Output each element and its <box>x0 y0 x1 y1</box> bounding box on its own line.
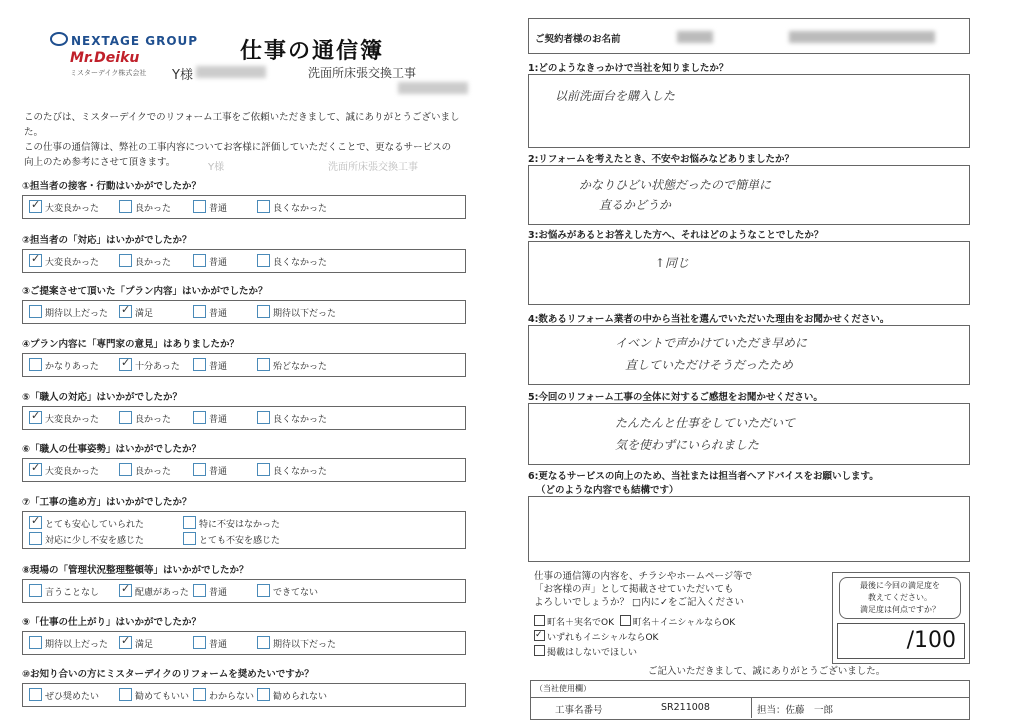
option-label: 大変良かった <box>45 467 100 477</box>
question-4: 4:数あるリフォーム業者の中から当社を選んでいただいた理由をお聞かせください。 イベントで声かけていただき早めに 直していただけそうだったため <box>528 311 970 385</box>
checkbox-icon[interactable] <box>29 584 42 597</box>
intro-text: このたびは、ミスターデイクでのリフォーム工事をご依頼いただきまして、誠にありがとうございました。 この仕事の通信簿は、弊社の工事内容についてお客様に評価していただくことで、更なるサービスの 向上のため参考にさせて頂きます。 <box>24 112 460 168</box>
option-label: 殆どなかった <box>273 362 328 372</box>
option-label: 普通 <box>209 415 228 425</box>
option-1[interactable] <box>29 636 108 650</box>
checkbox-icon[interactable] <box>257 411 270 424</box>
option-label: 良くなかった <box>273 204 328 214</box>
answer-box-3 <box>528 241 970 305</box>
score-box <box>837 623 965 659</box>
question-title: ⑩お知り合いの方にミスターデイクのリフォームを奨めたいですか？ <box>22 669 314 680</box>
option-4[interactable] <box>257 305 336 319</box>
answer-box-4 <box>528 325 970 385</box>
publish-options <box>534 615 834 660</box>
checkbox-icon[interactable] <box>193 200 206 213</box>
options-box <box>22 458 466 482</box>
question-title: ⑨「仕事の仕上がり」はいかがでしたか？ <box>22 617 202 628</box>
option-label: とても不安を感じた <box>199 536 281 546</box>
checkbox-icon[interactable] <box>183 516 196 529</box>
options-box <box>22 406 466 430</box>
redacted-name-2 <box>398 82 468 94</box>
option-4[interactable] <box>257 688 327 702</box>
option-3[interactable] <box>193 411 227 425</box>
checkbox-icon[interactable] <box>534 615 545 626</box>
handwritten-answer-2: 直るかどうか <box>599 198 672 212</box>
question-title: ⑤「職人の対応」はいかがでしたか？ <box>22 392 183 403</box>
publish-option-3: ✓いずれもイニシャルならOK <box>534 630 834 645</box>
question-5 <box>22 389 466 430</box>
checkbox-icon[interactable] <box>119 200 132 213</box>
options-box <box>22 579 466 603</box>
name-label: ご契約者様のお名前 <box>535 34 621 45</box>
question-7 <box>22 494 466 549</box>
score-title: 最後に今回の満足度を 教えてください。 満足度は何点ですか？ <box>839 577 961 619</box>
publish-option-1: 町名＋実名でOK 町名＋イニシャルならOK <box>534 615 834 630</box>
question-title: ⑥「職人の仕事姿勢」はいかがでしたか？ <box>22 444 202 455</box>
checkbox-icon[interactable] <box>257 463 270 476</box>
question-9 <box>22 614 466 655</box>
redacted-name <box>196 66 266 78</box>
option-label: 普通 <box>209 640 228 650</box>
checkbox-icon[interactable] <box>29 532 42 545</box>
option-3[interactable] <box>193 305 227 319</box>
checkbox-icon[interactable] <box>119 463 132 476</box>
handwritten-answer: 以前洗面台を購入した <box>555 89 676 103</box>
option-3[interactable] <box>193 584 227 598</box>
checkbox-icon[interactable] <box>29 636 42 649</box>
option-label: 普通 <box>209 467 228 477</box>
checkbox-icon[interactable] <box>257 636 270 649</box>
question-title: ⑧現場の「管理状況整理整頓等」はいかがでしたか？ <box>22 565 249 576</box>
office-row <box>531 697 969 718</box>
question-title: ②担当者の「対応」はいかがでしたか？ <box>22 235 192 246</box>
checkbox-icon[interactable] <box>193 358 206 371</box>
option-2[interactable] <box>119 254 171 268</box>
option-3[interactable] <box>193 200 227 214</box>
customer-suffix: Y様 <box>172 68 193 83</box>
option-label: 普通 <box>209 258 228 268</box>
option-label: 言うことなし <box>45 588 100 598</box>
checkbox-icon[interactable] <box>620 615 631 626</box>
option-label: 良くなかった <box>273 258 328 268</box>
checked-checkbox-icon[interactable] <box>119 305 132 318</box>
option-label: 配慮があった <box>135 588 189 598</box>
option-label: 良くなかった <box>273 467 328 477</box>
option-1[interactable] <box>29 200 99 214</box>
checkbox-icon[interactable] <box>257 254 270 267</box>
redacted-block-2 <box>789 31 935 43</box>
option-4[interactable] <box>183 532 280 546</box>
option-label: 十分あった <box>135 362 180 372</box>
staff-name: 担当：佐藤 一郎 <box>757 705 834 716</box>
satisfaction-score <box>832 572 970 664</box>
option-label: できてない <box>273 588 319 598</box>
option-label: 満足 <box>135 309 154 319</box>
checked-checkbox-icon[interactable] <box>29 516 42 529</box>
option-3[interactable] <box>193 688 254 702</box>
options-box <box>22 683 466 707</box>
options-box <box>22 195 466 219</box>
option-3[interactable] <box>193 636 227 650</box>
option-label: 対応に少し不安を感じた <box>45 536 145 546</box>
option-2[interactable] <box>119 584 189 598</box>
checkbox-icon[interactable] <box>119 688 132 701</box>
question-5: 5:今回のリフォーム工事の全体に対するご感想をお聞かせください。 たんたんと仕事をしていただいて 気を使わずにいられました <box>528 389 970 465</box>
checkbox-icon[interactable] <box>193 584 206 597</box>
rating-sheet <box>18 20 470 720</box>
company-name: ミスターデイク株式会社 <box>70 69 147 77</box>
handwritten-answer-2: 直していただけそうだったため <box>625 358 794 372</box>
option-4[interactable] <box>257 636 336 650</box>
checked-checkbox-icon[interactable] <box>29 200 42 213</box>
option-label: とても安心していられた <box>45 520 145 530</box>
question-8 <box>22 562 466 603</box>
option-label: 良かった <box>135 258 172 268</box>
option-3[interactable] <box>193 254 227 268</box>
option-1[interactable] <box>29 584 99 598</box>
option-4[interactable] <box>257 584 318 598</box>
handwritten-answer-2: 気を使わずにいられました <box>615 438 760 452</box>
office-use-box <box>530 680 970 720</box>
question-title: ①担当者の接客・行動はいかがでしたか？ <box>22 181 202 192</box>
option-1[interactable] <box>29 358 99 372</box>
checkbox-icon[interactable] <box>257 358 270 371</box>
option-2[interactable] <box>119 305 153 319</box>
handwritten-answer: イベントで声かけていただき早めに <box>615 336 808 350</box>
option-label: 良くなかった <box>273 415 328 425</box>
checkbox-icon[interactable] <box>193 411 206 424</box>
option-2[interactable] <box>119 636 153 650</box>
answer-box-5 <box>528 403 970 465</box>
option-label: わからない <box>209 692 255 702</box>
question-2 <box>22 232 466 273</box>
option-label: 勧めてもいい <box>135 692 190 702</box>
question-3: 3:お悩みがあるとお答えした方へ、それはどのようなことでしたか？ ↑同じ <box>528 227 970 305</box>
question-10 <box>22 666 466 707</box>
question-title: ⑦「工事の進め方」はいかがでしたか？ <box>22 497 192 508</box>
show-through-text: Y様 <box>208 162 225 173</box>
show-through-text-2: 洗面所床張交換工事 <box>328 162 418 173</box>
question-6: 6:更なるサービスの向上のため、当社または担当者へアドバイスをお願いします。 （どのような内容でも結構です） <box>528 468 970 562</box>
option-label: かなりあった <box>45 362 99 372</box>
checkbox-icon[interactable] <box>193 254 206 267</box>
office-use-label: （当社使用欄） <box>535 684 591 693</box>
option-4[interactable] <box>257 254 327 268</box>
option-label: 普通 <box>209 362 228 372</box>
option-4[interactable] <box>257 411 327 425</box>
score-value: /100 <box>906 628 956 653</box>
option-label: 大変良かった <box>45 204 100 214</box>
option-1[interactable] <box>29 305 108 319</box>
checkbox-icon[interactable] <box>257 305 270 318</box>
option-label: 普通 <box>209 204 228 214</box>
question-6 <box>22 441 466 482</box>
orbit-icon <box>50 32 68 46</box>
project-number: SR211008 <box>661 702 710 713</box>
option-label: 期待以下だった <box>273 640 337 650</box>
question-2: 2:リフォームを考えたとき、不安やお悩みなどありましたか？ かなりひどい状態だったので簡単に 直るかどうか <box>528 151 970 225</box>
question-4 <box>22 336 466 377</box>
option-label: 勧められない <box>273 692 328 702</box>
option-3[interactable] <box>193 463 227 477</box>
question-3 <box>22 283 466 324</box>
option-1[interactable] <box>29 411 99 425</box>
option-label: 大変良かった <box>45 258 100 268</box>
checkbox-icon[interactable] <box>193 305 206 318</box>
option-1[interactable] <box>29 254 99 268</box>
options-box <box>22 249 466 273</box>
checkbox-icon[interactable] <box>534 645 545 656</box>
option-3[interactable] <box>29 532 144 546</box>
option-label: 普通 <box>209 309 228 319</box>
thanks-text: ご記入いただきまして、誠にありがとうございました。 <box>648 666 886 677</box>
handwritten-answer: かなりひどい状態だったので簡単に <box>579 178 772 192</box>
redacted-block <box>677 31 713 43</box>
option-label: 特に不安はなかった <box>199 520 281 530</box>
project-name: 洗面所床張交換工事 <box>308 66 417 80</box>
comment-sheet <box>528 18 970 718</box>
option-label: 期待以上だった <box>45 640 109 650</box>
option-label: 良かった <box>135 204 172 214</box>
contract-name-box <box>528 18 970 54</box>
checkbox-icon[interactable] <box>183 532 196 545</box>
checkbox-icon[interactable] <box>29 688 42 701</box>
checkbox-icon[interactable] <box>193 636 206 649</box>
answer-box-2 <box>528 165 970 225</box>
checkbox-icon[interactable] <box>29 305 42 318</box>
checked-checkbox-icon[interactable] <box>119 358 132 371</box>
question-title: ④プラン内容に「専門家の意見」はありましたか？ <box>22 339 240 350</box>
publish-consent: 仕事の通信簿の内容を、チラシやホームページ等で 「お客様の声」として掲載させていただいても よろしいでしょうか？ □内に✓をご記入ください <box>534 571 753 608</box>
option-label: ぜひ奨めたい <box>45 692 100 702</box>
question-title: ③ご提案させて頂いた「プラン内容」はいかがでしたか？ <box>22 286 268 297</box>
handwritten-answer: たんたんと仕事をしていただいて <box>615 416 796 430</box>
option-label: 期待以上だった <box>45 309 109 319</box>
checked-checkbox-icon[interactable] <box>534 630 545 641</box>
option-2[interactable] <box>119 200 171 214</box>
publish-option-4: 掲載はしないでほしい <box>534 645 834 660</box>
checked-checkbox-icon[interactable] <box>29 411 42 424</box>
checked-checkbox-icon[interactable] <box>119 636 132 649</box>
checkbox-icon[interactable] <box>193 688 206 701</box>
options-box <box>22 300 466 324</box>
option-4[interactable] <box>257 200 327 214</box>
page-title: 仕事の通信簿 <box>240 39 385 64</box>
checkbox-icon[interactable] <box>193 463 206 476</box>
checked-checkbox-icon[interactable] <box>119 584 132 597</box>
answer-box-1 <box>528 74 970 148</box>
option-label: 満足 <box>135 640 154 650</box>
option-2[interactable] <box>183 516 280 530</box>
options-box <box>22 353 466 377</box>
answer-box-6 <box>528 496 970 562</box>
checkbox-icon[interactable] <box>119 411 132 424</box>
option-1[interactable] <box>29 688 99 702</box>
checked-checkbox-icon[interactable] <box>29 254 42 267</box>
mr-deiku-logo: Mr.Deiku <box>70 50 140 66</box>
option-4[interactable] <box>257 358 327 372</box>
question-1 <box>22 178 466 219</box>
option-1[interactable] <box>29 516 144 530</box>
checkbox-icon[interactable] <box>119 254 132 267</box>
question-1: 1:どのようなきっかけで当社を知りましたか？ 以前洗面台を購入した <box>528 60 970 148</box>
nextage-logo: NEXTAGE GROUP <box>50 32 198 48</box>
checked-checkbox-icon[interactable] <box>29 463 42 476</box>
option-2[interactable] <box>119 463 171 477</box>
option-2[interactable] <box>119 411 171 425</box>
option-4[interactable] <box>257 463 327 477</box>
option-label: 大変良かった <box>45 415 100 425</box>
option-label: 良かった <box>135 415 172 425</box>
option-1[interactable] <box>29 463 99 477</box>
option-3[interactable] <box>193 358 227 372</box>
project-number-label: 工事名番号 <box>555 705 603 716</box>
option-2[interactable] <box>119 688 189 702</box>
checkbox-icon[interactable] <box>257 688 270 701</box>
handwritten-answer: ↑同じ <box>655 256 690 270</box>
options-box <box>22 511 466 549</box>
option-2[interactable] <box>119 358 180 372</box>
checkbox-icon[interactable] <box>257 584 270 597</box>
option-label: 良かった <box>135 467 172 477</box>
checkbox-icon[interactable] <box>29 358 42 371</box>
checkbox-icon[interactable] <box>257 200 270 213</box>
option-label: 普通 <box>209 588 228 598</box>
option-label: 期待以下だった <box>273 309 337 319</box>
options-box <box>22 631 466 655</box>
